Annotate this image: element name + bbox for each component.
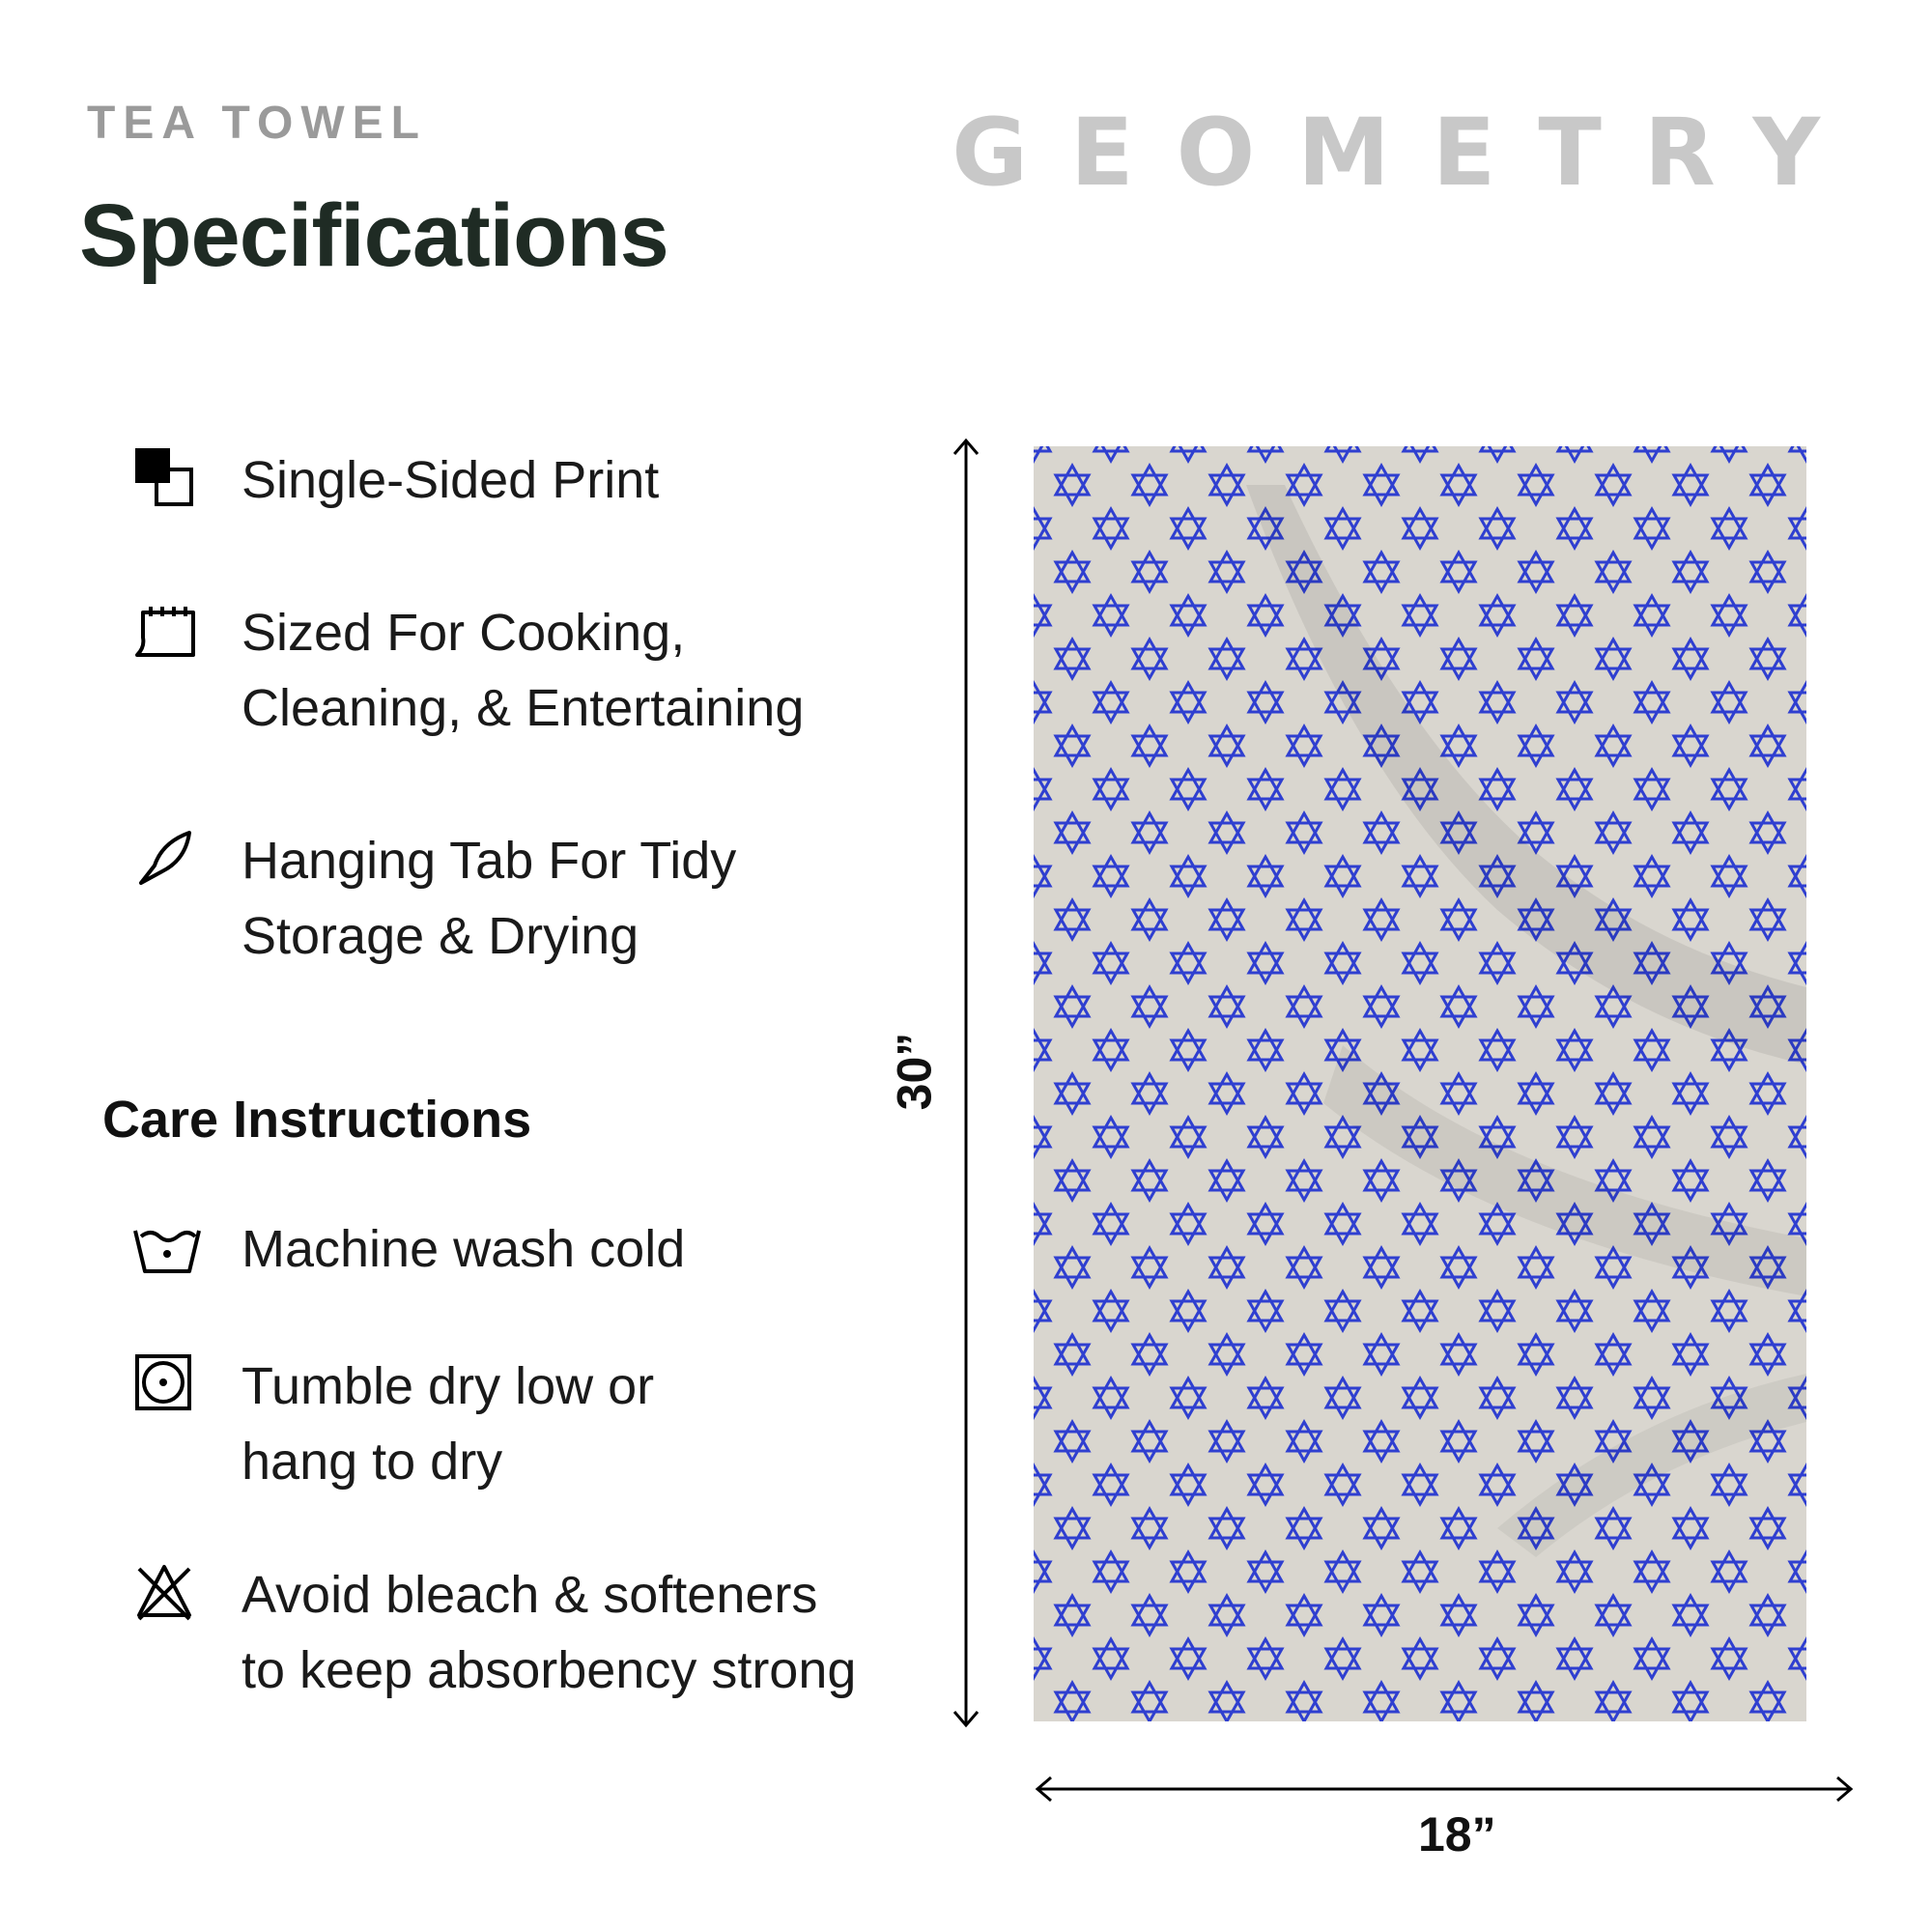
layered-squares-icon: [133, 446, 195, 508]
page-title: Specifications: [79, 186, 668, 285]
towel-icon: [133, 599, 195, 661]
care-label: Avoid bleach & softeners to keep absorbency strong: [242, 1566, 857, 1699]
brand-logo: GEOMETRY: [952, 99, 1862, 207]
care-instructions-title: Care Instructions: [102, 1091, 532, 1149]
hanging-tab-icon: [133, 827, 195, 889]
width-label: 18”: [1418, 1807, 1496, 1861]
wash-cold-icon: [133, 1215, 195, 1277]
care-label: Tumble dry low or hang to dry: [242, 1357, 655, 1491]
towel-image: [1034, 446, 1806, 1721]
height-dimension-arrow: [947, 437, 985, 1731]
no-bleach-icon: [133, 1561, 195, 1623]
eyebrow-label: TEA TOWEL: [87, 98, 427, 149]
width-dimension-arrow: [1034, 1770, 1855, 1808]
height-label: 30”: [887, 1032, 942, 1111]
spec-label: Sized For Cooking, Cleaning, & Entertaining: [242, 604, 805, 737]
care-label: Machine wash cold: [242, 1220, 686, 1278]
spec-label: Hanging Tab For Tidy Storage & Drying: [242, 832, 737, 965]
spec-label: Single-Sided Print: [242, 451, 660, 509]
tumble-dry-icon: [133, 1352, 195, 1414]
